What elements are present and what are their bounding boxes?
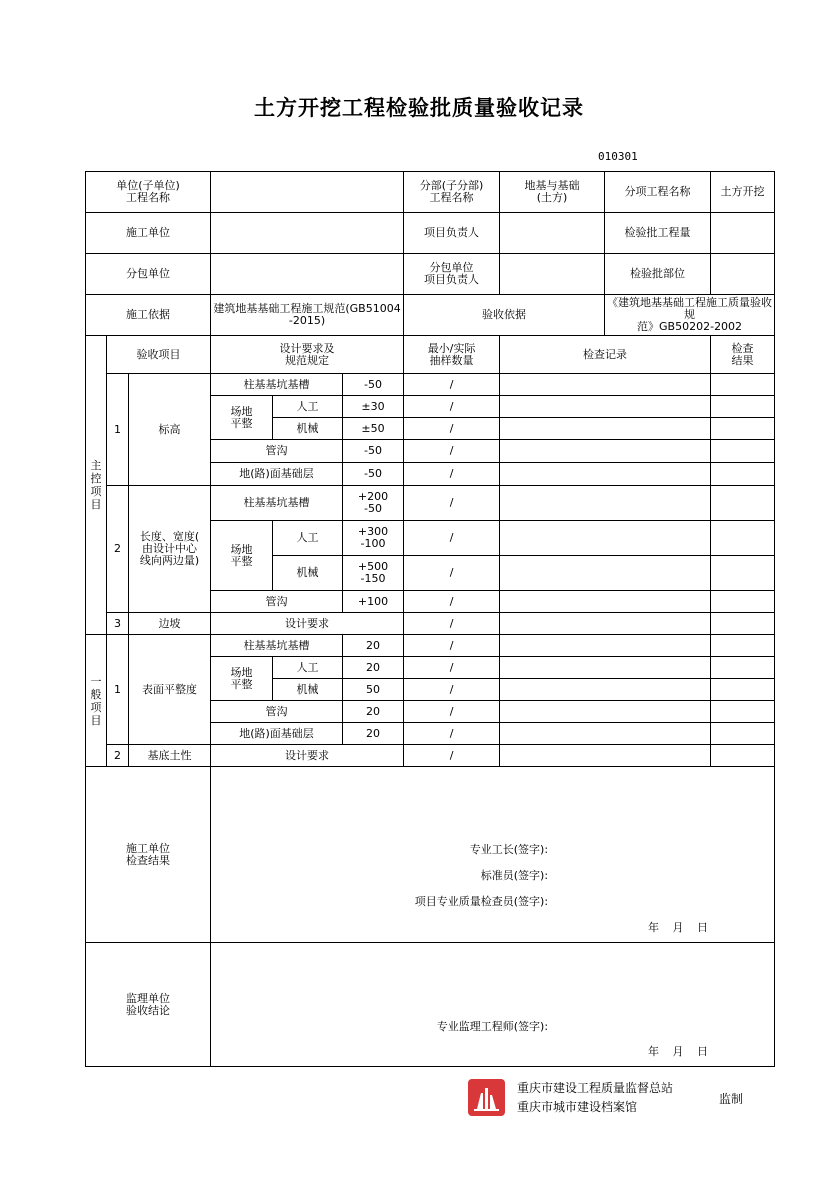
subcontractor-manager-value[interactable] <box>500 254 605 295</box>
check-record[interactable] <box>500 723 711 745</box>
unit-name-label: 单位(子单位) 工程名称 <box>86 172 211 213</box>
sub-group: 场地 平整 <box>211 521 273 591</box>
construction-unit-value[interactable] <box>211 213 404 254</box>
sub-item: 设计要求 <box>211 745 404 767</box>
standard-officer-signature: 标准员(签字): <box>480 869 549 882</box>
check-record[interactable] <box>500 418 711 440</box>
check-record[interactable] <box>500 591 711 613</box>
construction-unit-label: 施工单位 <box>86 213 211 254</box>
footer-org-1: 重庆市建设工程质量监督总站 <box>517 1081 674 1095</box>
subcontractor-manager-label: 分包单位 项目负责人 <box>404 254 500 295</box>
design-value: 50 <box>343 679 404 701</box>
check-result[interactable] <box>711 635 775 657</box>
construction-check-area[interactable] <box>211 767 775 943</box>
check-result[interactable] <box>711 679 775 701</box>
sample-count[interactable]: / <box>404 521 500 556</box>
check-record[interactable] <box>500 657 711 679</box>
sub-division-value[interactable]: 地基与基础 (土方) <box>500 172 605 213</box>
unit-name-value[interactable] <box>211 172 404 213</box>
item-name: 长度、宽度( 由设计中心 线向两边量) <box>129 486 211 613</box>
design-value: 20 <box>343 635 404 657</box>
sample-count[interactable]: / <box>404 635 500 657</box>
sub-item: 机械 <box>273 679 343 701</box>
batch-quantity-label: 检验批工程量 <box>605 213 711 254</box>
check-result[interactable] <box>711 374 775 396</box>
check-result[interactable] <box>711 521 775 556</box>
sub-item: 柱基基坑基槽 <box>211 374 343 396</box>
sub-item: 柱基基坑基槽 <box>211 486 343 521</box>
sub-item-label: 分项工程名称 <box>605 172 711 213</box>
check-result[interactable] <box>711 657 775 679</box>
sub-item: 人工 <box>273 657 343 679</box>
project-manager-value[interactable] <box>500 213 605 254</box>
design-value: +500 -150 <box>343 556 404 591</box>
supervision-check-label: 监理单位 验收结论 <box>86 943 211 1067</box>
construction-check-label: 施工单位 检查结果 <box>86 767 211 943</box>
batch-quantity-value[interactable] <box>711 213 775 254</box>
acceptance-basis-label: 验收依据 <box>404 295 605 336</box>
supervision-date: 年 月 日 <box>648 1045 709 1058</box>
check-record[interactable] <box>500 486 711 521</box>
column-result: 检查 结果 <box>711 336 775 374</box>
check-record[interactable] <box>500 396 711 418</box>
sample-count[interactable]: / <box>404 374 500 396</box>
page-title: 土方开挖工程检验批质量验收记录 <box>254 95 584 120</box>
form-code: 010301 <box>598 150 638 163</box>
check-result[interactable] <box>711 723 775 745</box>
construction-basis-label: 施工依据 <box>86 295 211 336</box>
design-value: -50 <box>343 440 404 463</box>
batch-location-label: 检验批部位 <box>605 254 711 295</box>
subcontractor-label: 分包单位 <box>86 254 211 295</box>
sub-item: 柱基基坑基槽 <box>211 635 343 657</box>
sample-count[interactable]: / <box>404 556 500 591</box>
sample-count[interactable]: / <box>404 486 500 521</box>
check-record[interactable] <box>500 463 711 486</box>
sample-count[interactable]: / <box>404 613 500 635</box>
item-name: 基底土性 <box>129 745 211 767</box>
check-result[interactable] <box>711 440 775 463</box>
inspection-form <box>85 171 775 1067</box>
supervising-engineer-signature: 专业监理工程师(签字): <box>436 1020 549 1033</box>
check-result[interactable] <box>711 745 775 767</box>
check-record[interactable] <box>500 745 711 767</box>
sub-item: 地(路)面基础层 <box>211 463 343 486</box>
column-design: 设计要求及 规范规定 <box>211 336 404 374</box>
sample-count[interactable]: / <box>404 440 500 463</box>
main-control-section-label: 主 控 项 目 <box>86 336 107 635</box>
sample-count[interactable]: / <box>404 463 500 486</box>
check-result[interactable] <box>711 613 775 635</box>
item-name: 标高 <box>129 374 211 486</box>
batch-location-value[interactable] <box>711 254 775 295</box>
design-value: +200 -50 <box>343 486 404 521</box>
item-name: 边坡 <box>129 613 211 635</box>
check-result[interactable] <box>711 418 775 440</box>
check-result[interactable] <box>711 701 775 723</box>
sample-count[interactable]: / <box>404 657 500 679</box>
building-logo-icon <box>468 1079 505 1116</box>
design-value: -50 <box>343 463 404 486</box>
check-record[interactable] <box>500 701 711 723</box>
sub-item: 人工 <box>273 396 343 418</box>
item-number: 1 <box>107 635 129 745</box>
check-record[interactable] <box>500 521 711 556</box>
sample-count[interactable]: / <box>404 418 500 440</box>
sub-item: 机械 <box>273 556 343 591</box>
foreman-signature: 专业工长(签字): <box>469 843 549 856</box>
sub-item: 人工 <box>273 521 343 556</box>
sub-item: 管沟 <box>211 591 343 613</box>
sub-item: 机械 <box>273 418 343 440</box>
check-record[interactable] <box>500 440 711 463</box>
sub-group: 场地 平整 <box>211 396 273 440</box>
check-record[interactable] <box>500 374 711 396</box>
sub-item: 地(路)面基础层 <box>211 723 343 745</box>
item-number: 2 <box>107 745 129 767</box>
check-result[interactable] <box>711 591 775 613</box>
design-value: 20 <box>343 723 404 745</box>
item-number: 2 <box>107 486 129 613</box>
construction-date: 年 月 日 <box>648 921 709 934</box>
column-record: 检查记录 <box>500 336 711 374</box>
check-result[interactable] <box>711 396 775 418</box>
check-result[interactable] <box>711 486 775 521</box>
check-result[interactable] <box>711 463 775 486</box>
check-record[interactable] <box>500 613 711 635</box>
check-result[interactable] <box>711 556 775 591</box>
sample-count[interactable]: / <box>404 591 500 613</box>
check-record[interactable] <box>500 556 711 591</box>
footer-org-2: 重庆市城市建设档案馆 <box>517 1100 638 1114</box>
sample-count[interactable]: / <box>404 396 500 418</box>
sample-count[interactable]: / <box>404 679 500 701</box>
sub-item-value[interactable]: 土方开挖 <box>711 172 775 213</box>
design-value: 20 <box>343 701 404 723</box>
sample-count[interactable]: / <box>404 745 500 767</box>
sub-item: 设计要求 <box>211 613 404 635</box>
sub-group: 场地 平整 <box>211 657 273 701</box>
sample-count[interactable]: / <box>404 701 500 723</box>
design-value: ±50 <box>343 418 404 440</box>
footer-supervised: 监制 <box>719 1092 744 1106</box>
column-item: 验收项目 <box>107 336 211 374</box>
acceptance-basis-value[interactable]: 《建筑地基基础工程施工质量验收规 范》GB50202-2002 <box>605 295 775 336</box>
sub-division-label: 分部(子分部) 工程名称 <box>404 172 500 213</box>
item-number: 1 <box>107 374 129 486</box>
project-manager-label: 项目负责人 <box>404 213 500 254</box>
sub-item: 管沟 <box>211 701 343 723</box>
design-value: 20 <box>343 657 404 679</box>
design-value: -50 <box>343 374 404 396</box>
sub-item: 管沟 <box>211 440 343 463</box>
sample-count[interactable]: / <box>404 723 500 745</box>
column-sample: 最小/实际 抽样数量 <box>404 336 500 374</box>
construction-basis-value[interactable]: 建筑地基基础工程施工规范(GB51004 -2015) <box>211 295 404 336</box>
subcontractor-value[interactable] <box>211 254 404 295</box>
design-value: +300 -100 <box>343 521 404 556</box>
quality-inspector-signature: 项目专业质量检查员(签字): <box>414 895 549 908</box>
check-record[interactable] <box>500 679 711 701</box>
supervision-check-area[interactable] <box>211 943 775 1067</box>
design-value: ±30 <box>343 396 404 418</box>
check-record[interactable] <box>500 635 711 657</box>
general-section-label: 一 般 项 目 <box>86 635 107 767</box>
item-number: 3 <box>107 613 129 635</box>
design-value: +100 <box>343 591 404 613</box>
item-name: 表面平整度 <box>129 635 211 745</box>
